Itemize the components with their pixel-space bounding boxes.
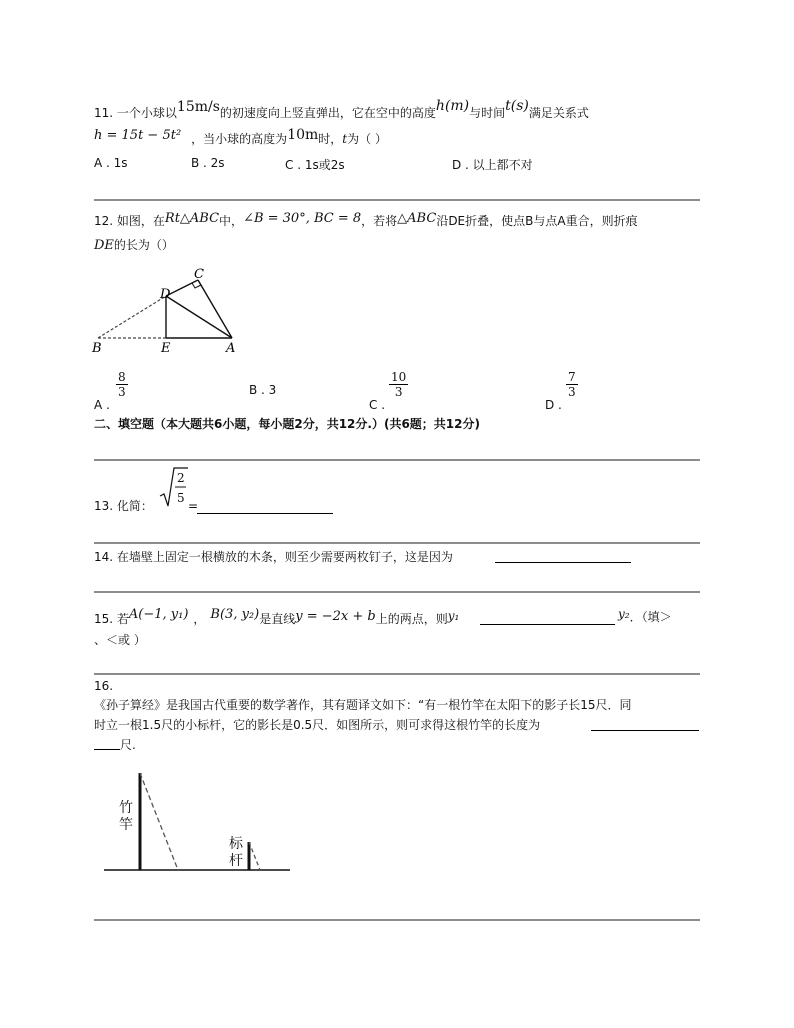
q12-line2 [94,236,174,253]
q12-text-e: 的长为（） [113,238,174,252]
q11-formula: h = 15t − 5t² [94,128,182,143]
q12-text-c: ，若将 [361,214,398,228]
q12-text-b: 中， [219,214,244,228]
q15-answer-blank[interactable] [480,612,615,625]
separator-6 [94,919,700,921]
q12-option-a-den: 3 [118,385,126,399]
q12-rt: Rt△ABC [164,211,220,226]
q15-label: 15. 若 [94,612,129,626]
fig-line-CA [198,280,232,338]
separator-4 [94,591,700,593]
q15-line1 [94,607,460,627]
q11-text-b: 的初速度向上竖直弹出，它在空中的高度 [219,106,436,120]
q11-tvar: t [342,132,348,146]
q12-triangle-figure [88,264,248,356]
q12-option-c-num: 10 [391,370,407,384]
q16-answer-blank-1[interactable] [591,718,699,731]
rod-label-text: 标杆 [229,836,243,869]
q15-pointB: B(3, y₂) [210,607,260,622]
q11-text-f: 时， [318,132,343,146]
q16-line2: 时立一根1.5尺的小标杆，它的影长是0.5尺．如图所示，则可求得这根竹竿的长度为 [94,718,541,732]
fig-line-DA [166,296,232,338]
q12-option-c-den: 3 [394,385,403,399]
rod-shadow-ray [249,842,260,870]
q16-number: 16. [94,679,114,693]
q12-text-d: 沿DE折叠，使点B与点A重合，则折痕 [436,214,638,228]
q12-option-c-label[interactable]: C . [369,398,386,412]
separator-5 [94,673,700,675]
q16-line3: 尺. [120,738,136,752]
q11-option-c[interactable]: C . 1s或2s [285,158,345,172]
q12-option-a-label[interactable]: A . [94,398,110,412]
q11-h: h(m) [435,98,470,114]
q12-option-c-fraction[interactable] [389,370,408,399]
separator-2 [94,459,700,461]
q11-line1 [94,98,589,121]
fig-label-C: C [194,267,204,282]
q12-line1 [94,212,638,229]
q15-mid2: 上的两点，则 [375,612,448,626]
fig-label-D: D [160,287,171,302]
pole-label-text: 竹竿 [119,800,133,833]
q11-text-g: 为（ ） [347,132,387,146]
q15-mid: 是直线 [259,612,296,626]
q11-t: t(s) [505,98,529,114]
q11-text-d: 满足关系式 [528,106,589,120]
q15-tail: ．（填＞ [629,610,672,624]
q12-option-d-fraction[interactable] [566,370,578,399]
fig-label-E: E [161,341,171,356]
q12-cond: ∠B = 30°, BC = 8 [243,211,362,226]
q12-option-d-den: 3 [568,385,576,399]
q11-option-d[interactable]: D . 以上都不对 [452,158,533,172]
q11-option-b[interactable]: B . 2s [191,156,225,170]
q15-tail-group [618,608,672,625]
q13-den: 5 [177,491,185,505]
fig-label-A: A [226,341,236,356]
q11-text-e: ，当小球的高度为 [191,132,288,146]
q15-y1: y₁ [447,609,460,623]
q11-height: 10m [287,127,319,143]
q14-answer-blank[interactable] [495,550,631,563]
q12-option-b[interactable]: B . 3 [249,383,277,397]
separator-3 [94,542,700,544]
q16-rod-label [229,836,243,870]
q16-answer-blank-2[interactable] [94,737,120,750]
q11-text-a: 11. 一个小球以 [94,106,177,120]
q13-label: 13. 化简： [94,499,153,513]
q15-sep: ， [193,612,206,626]
q15-pointA: A(−1, y₁) [128,607,189,622]
q15-line2: 、＜或 ） [94,633,146,647]
q15-y2: y₂ [618,607,630,621]
q15-line: y = −2x + b [295,609,376,624]
q11-line2 [94,127,387,147]
q16-line1: 《孙子算经》是我国古代重要的数学著作，其有题译文如下：“有一根竹竿在太阳下的影子长15尺．同 [94,698,632,712]
q11-text-c: 与时间 [469,106,506,120]
q12-tri: △ABC [397,211,437,226]
pole-shadow-ray [140,773,178,870]
q13-answer-blank[interactable] [197,501,333,514]
q14-text: 14. 在墙壁上固定一根横放的木条，则至少需要两枚钉子，这是因为 [94,550,453,564]
separator-1 [94,199,700,201]
q13-sqrt-sign [158,466,190,510]
q11-option-a[interactable]: A . 1s [94,156,128,170]
q11-speed: 15m/s [176,99,220,115]
section-2-heading: 二、填空题（本大题共6小题，每小题2分，共12分.）(共6题；共12分) [94,417,480,431]
fig-line-DC [166,280,198,296]
q12-option-d-num: 7 [568,370,576,384]
q12-option-a-num: 8 [118,370,126,384]
fig-label-B: B [92,341,102,356]
q16-pole-label [119,800,133,834]
q12-de: DE [94,238,114,253]
q12-text-a: 12. 如图，在 [94,214,165,228]
fig-line-BD [98,296,166,338]
q13-num: 2 [177,471,185,485]
q12-option-d-label[interactable]: D . [545,398,562,412]
q12-option-a-fraction[interactable] [116,370,128,399]
q13-equals: = [188,499,199,513]
